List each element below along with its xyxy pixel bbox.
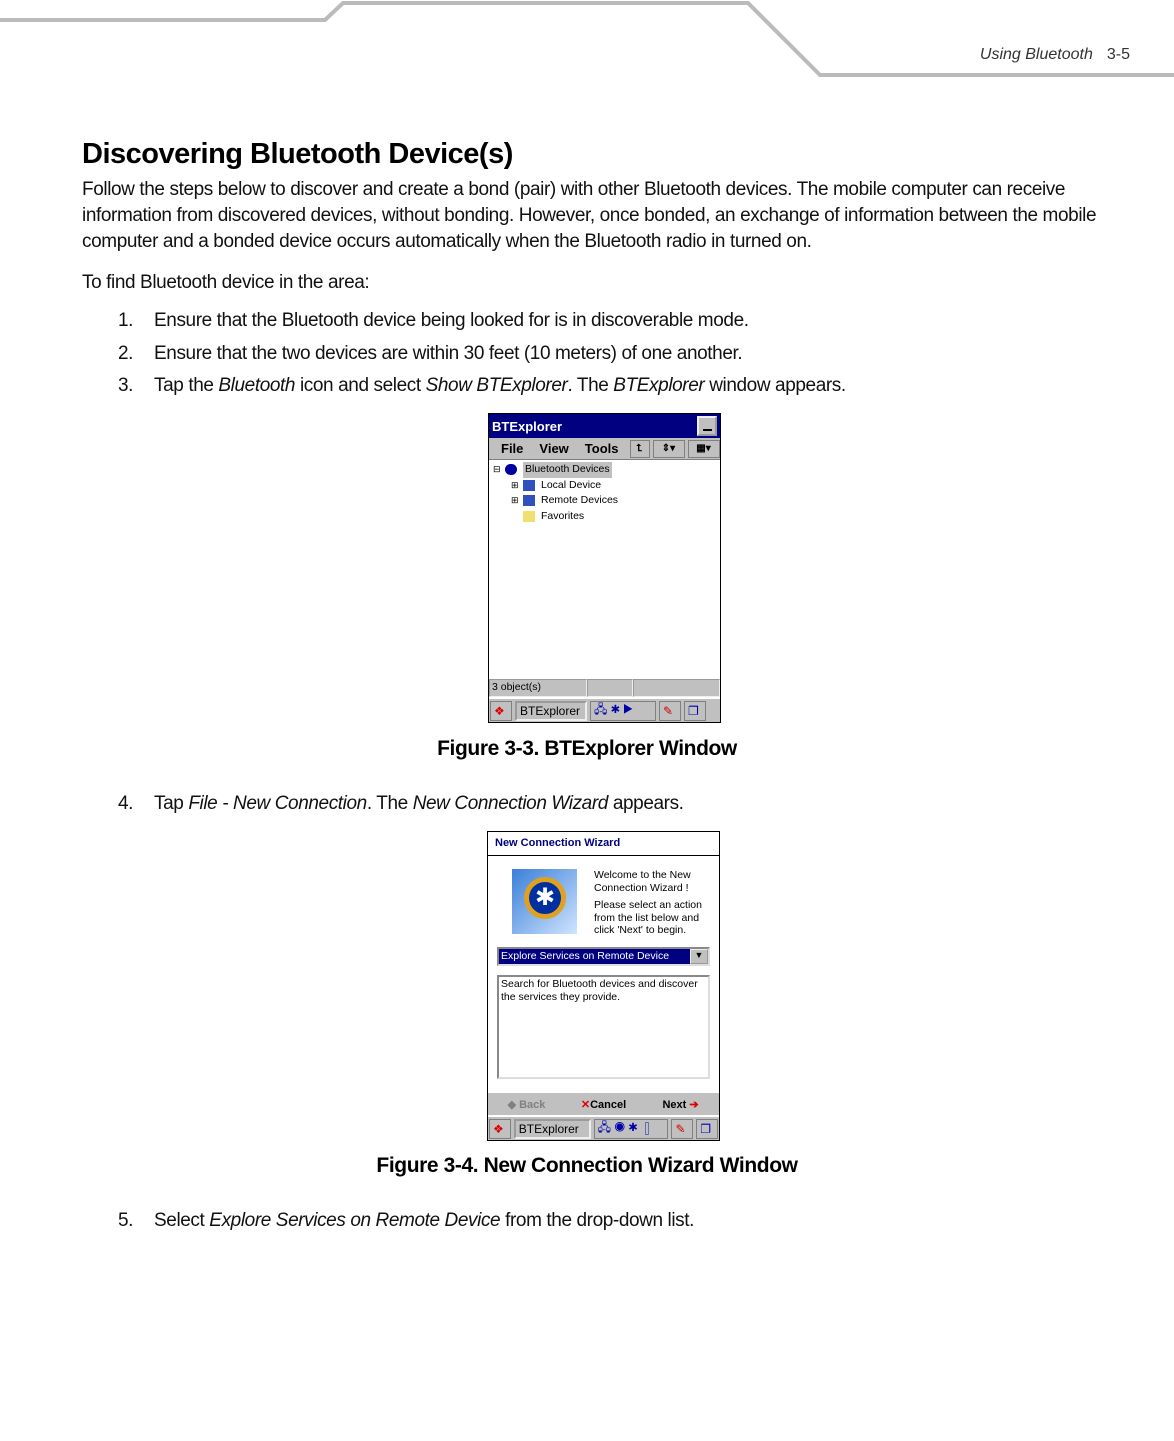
instructions-text: Please select an action from the list below and click 'Next' to begin. [594,899,702,936]
close-icon: ✕ [580,1098,591,1111]
step-text: icon and select [295,375,426,396]
up-folder-icon[interactable]: ⮤ [630,440,650,458]
step-text: window appears. [704,375,846,396]
step-emphasis: BTExplorer [613,375,705,396]
step-emphasis: Explore Services on Remote Device [209,1210,501,1231]
taskbar [489,698,720,722]
tree-label: Remote Devices [541,494,619,506]
taskbar-app-button[interactable]: BTExplorer [515,701,587,721]
welcome-text: Welcome to the New Connection Wizard ! [594,869,691,894]
step-text: Ensure that the Bluetooth device being looked for is in discoverable mode. [154,310,749,331]
window-switch-icon[interactable]: ❐ [696,1119,718,1139]
tree-item-bluetooth-devices[interactable] [493,462,716,478]
status-bar [489,679,720,697]
back-label: Back [519,1098,546,1111]
tree-item-favorites[interactable] [493,509,716,525]
figure-caption: Figure 3-4. New Connection Wizard Window [376,1154,798,1177]
step-text: Tap [154,793,189,814]
next-label: Next [662,1098,687,1111]
favorites-folder-icon [523,511,535,522]
expand-icon[interactable]: ⊞ [511,495,519,505]
arrow-right-icon: ➔ [689,1098,699,1111]
step-text: Ensure that the two devices are within 30 feet (10 meters) of one another. [154,343,743,364]
window-title: BTExplorer [492,419,563,434]
step-1 [118,310,749,332]
taskbar-app-button[interactable]: BTExplorer [514,1119,591,1139]
tree-label: Favorites [541,509,585,522]
title-bar [489,414,720,438]
device-tree [489,460,720,526]
new-connection-wizard-window [487,831,720,1141]
header-rule [0,0,1174,80]
menu-bar [489,438,720,460]
step-text: . The [366,793,413,814]
tree-label: Bluetooth Devices [523,462,612,478]
running-header [980,46,1130,64]
step-text: appears. [607,793,684,814]
tree-item-local-device[interactable] [493,478,716,494]
figure-caption: Figure 3-3. BTExplorer Window [437,737,737,760]
lead-paragraph: To find Bluetooth device in the area: [82,272,370,293]
section-name: Using Bluetooth [979,46,1093,63]
step-number: 3. [118,375,134,396]
input-panel-icon[interactable]: ✎ [659,701,681,721]
step-number: 4. [118,793,134,814]
collapse-icon[interactable]: ⊟ [493,464,501,474]
action-dropdown[interactable] [497,947,710,966]
step-emphasis: Bluetooth [218,375,296,396]
start-icon[interactable]: ❖ [490,701,512,721]
tree-label: Local Device [541,478,602,491]
step-number: 5. [118,1210,134,1231]
start-icon[interactable]: ❖ [489,1119,511,1139]
network-computers-icon [523,495,535,506]
window-switch-icon[interactable]: ❐ [684,701,706,721]
tray-icons[interactable]: 🖧 ✱ ▶ [590,701,656,721]
step-emphasis: File - New Connection [188,793,367,814]
input-panel-icon[interactable]: ✎ [671,1119,693,1139]
page-number: 3-5 [1106,46,1130,63]
bluetooth-icon [505,464,517,475]
view-dropdown-icon[interactable]: ▦▾ [688,440,720,458]
description-box: Search for Bluetooth devices and discover the services they provide. [497,975,710,1079]
next-button[interactable] [642,1098,719,1111]
step-number: 1. [118,310,134,331]
intro-paragraph: Follow the steps below to discover and create a bond (pair) with other Bluetooth devices. The mobile computer can receive information from discovered devices, without bonding. However, once bonded, an exchange of information between the mobile computer and a bonded device occurs automatically when the Bluetooth radio in turned on. [82,179,1097,252]
tray-icons[interactable]: 🖧 ◉ ✱ ▯ [594,1119,669,1139]
computer-icon [523,480,535,491]
menu-file[interactable]: File [501,441,524,456]
step-text: . The [567,375,614,396]
expand-icon[interactable]: ⊞ [511,479,519,490]
step-emphasis: Show BTExplorer [425,375,568,396]
cancel-label: Cancel [590,1098,627,1111]
wizard-title: New Connection Wizard [488,832,719,856]
step-emphasis: New Connection Wizard [412,793,608,814]
step-4 [118,793,684,815]
sort-dropdown-icon[interactable]: ⇕▾ [653,440,685,458]
bluetooth-magnifier-icon: ✱ [512,869,577,934]
step-text: from the drop-down list. [500,1210,695,1231]
dropdown-selected: Explore Services on Remote Device [499,949,690,964]
taskbar [488,1116,719,1140]
page-title: Discovering Bluetooth Device(s) [82,138,513,170]
tree-item-remote-devices[interactable] [493,493,716,509]
step-3 [118,375,846,397]
step-number: 2. [118,343,134,364]
btexplorer-window [488,413,721,723]
step-text: Select [154,1210,210,1231]
back-button[interactable]: ◆ Back [507,1098,546,1111]
cancel-button[interactable] [565,1098,642,1111]
step-5 [118,1210,694,1232]
menu-tools[interactable]: Tools [584,441,619,456]
minimize-button[interactable] [697,416,717,436]
step-text: Tap the [154,375,219,396]
wizard-button-bar [488,1093,719,1115]
step-2 [118,343,742,365]
chevron-down-icon[interactable]: ▼ [690,949,708,964]
status-count: 3 object(s) [489,679,587,697]
menu-view[interactable]: View [539,441,569,456]
